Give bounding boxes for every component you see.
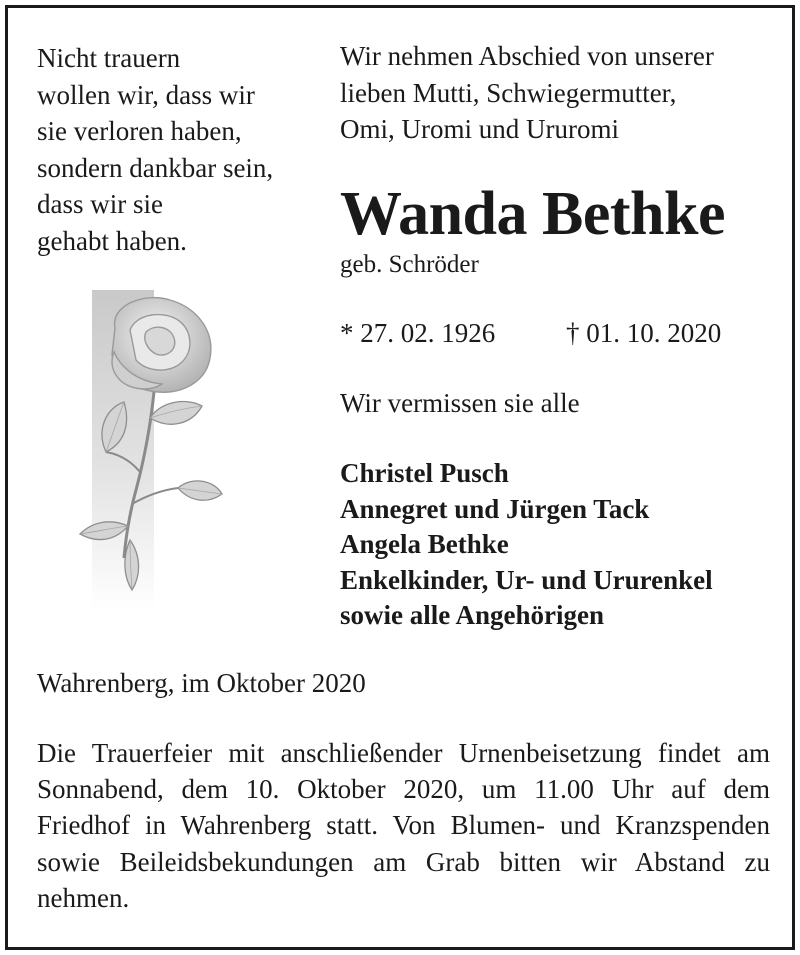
birth-date: * 27. 02. 1926 [340,318,496,348]
missed-line: Wir vermissen sie alle [340,388,580,418]
place-date: Wahrenberg, im Oktober 2020 [37,668,366,698]
rose-illustration [70,290,230,610]
intro-text: Wir nehmen Abschied von unserer lieben Mutti, Schwiegermutter, Omi, Uromi und Ururomi [340,41,714,144]
mourner-item: Christel Pusch [340,458,509,488]
deceased-name: Wanda Bethke [340,180,726,248]
death-date: † 01. 10. 2020 [566,318,722,348]
mourners-list [340,456,713,634]
mourner-item: Enkelkinder, Ur- und Ururenkel [340,564,713,595]
maiden-name: geb. Schröder [340,251,479,278]
mourner-item: sowie alle Angehörigen [340,600,604,630]
funeral-notice: Die Trauerfeier mit anschließender Urnenbeisetzung findet am Sonnabend, dem 10. Oktober 2020, um 11.00 Uhr auf dem Friedhof in Wahrenberg statt. Von Blumen- und Kranzspenden sowie Beileidsbekundungen am Grab bitten wir Abstand zu nehmen. [37,738,770,913]
mourner-item: Annegret und Jürgen Tack [340,493,650,524]
mourner-item: Angela Bethke [340,529,509,559]
poem-text: Nicht trauern wollen wir, dass wir sie verloren haben, sondern dankbar sein, dass wir sie gehabt haben. [37,43,274,256]
